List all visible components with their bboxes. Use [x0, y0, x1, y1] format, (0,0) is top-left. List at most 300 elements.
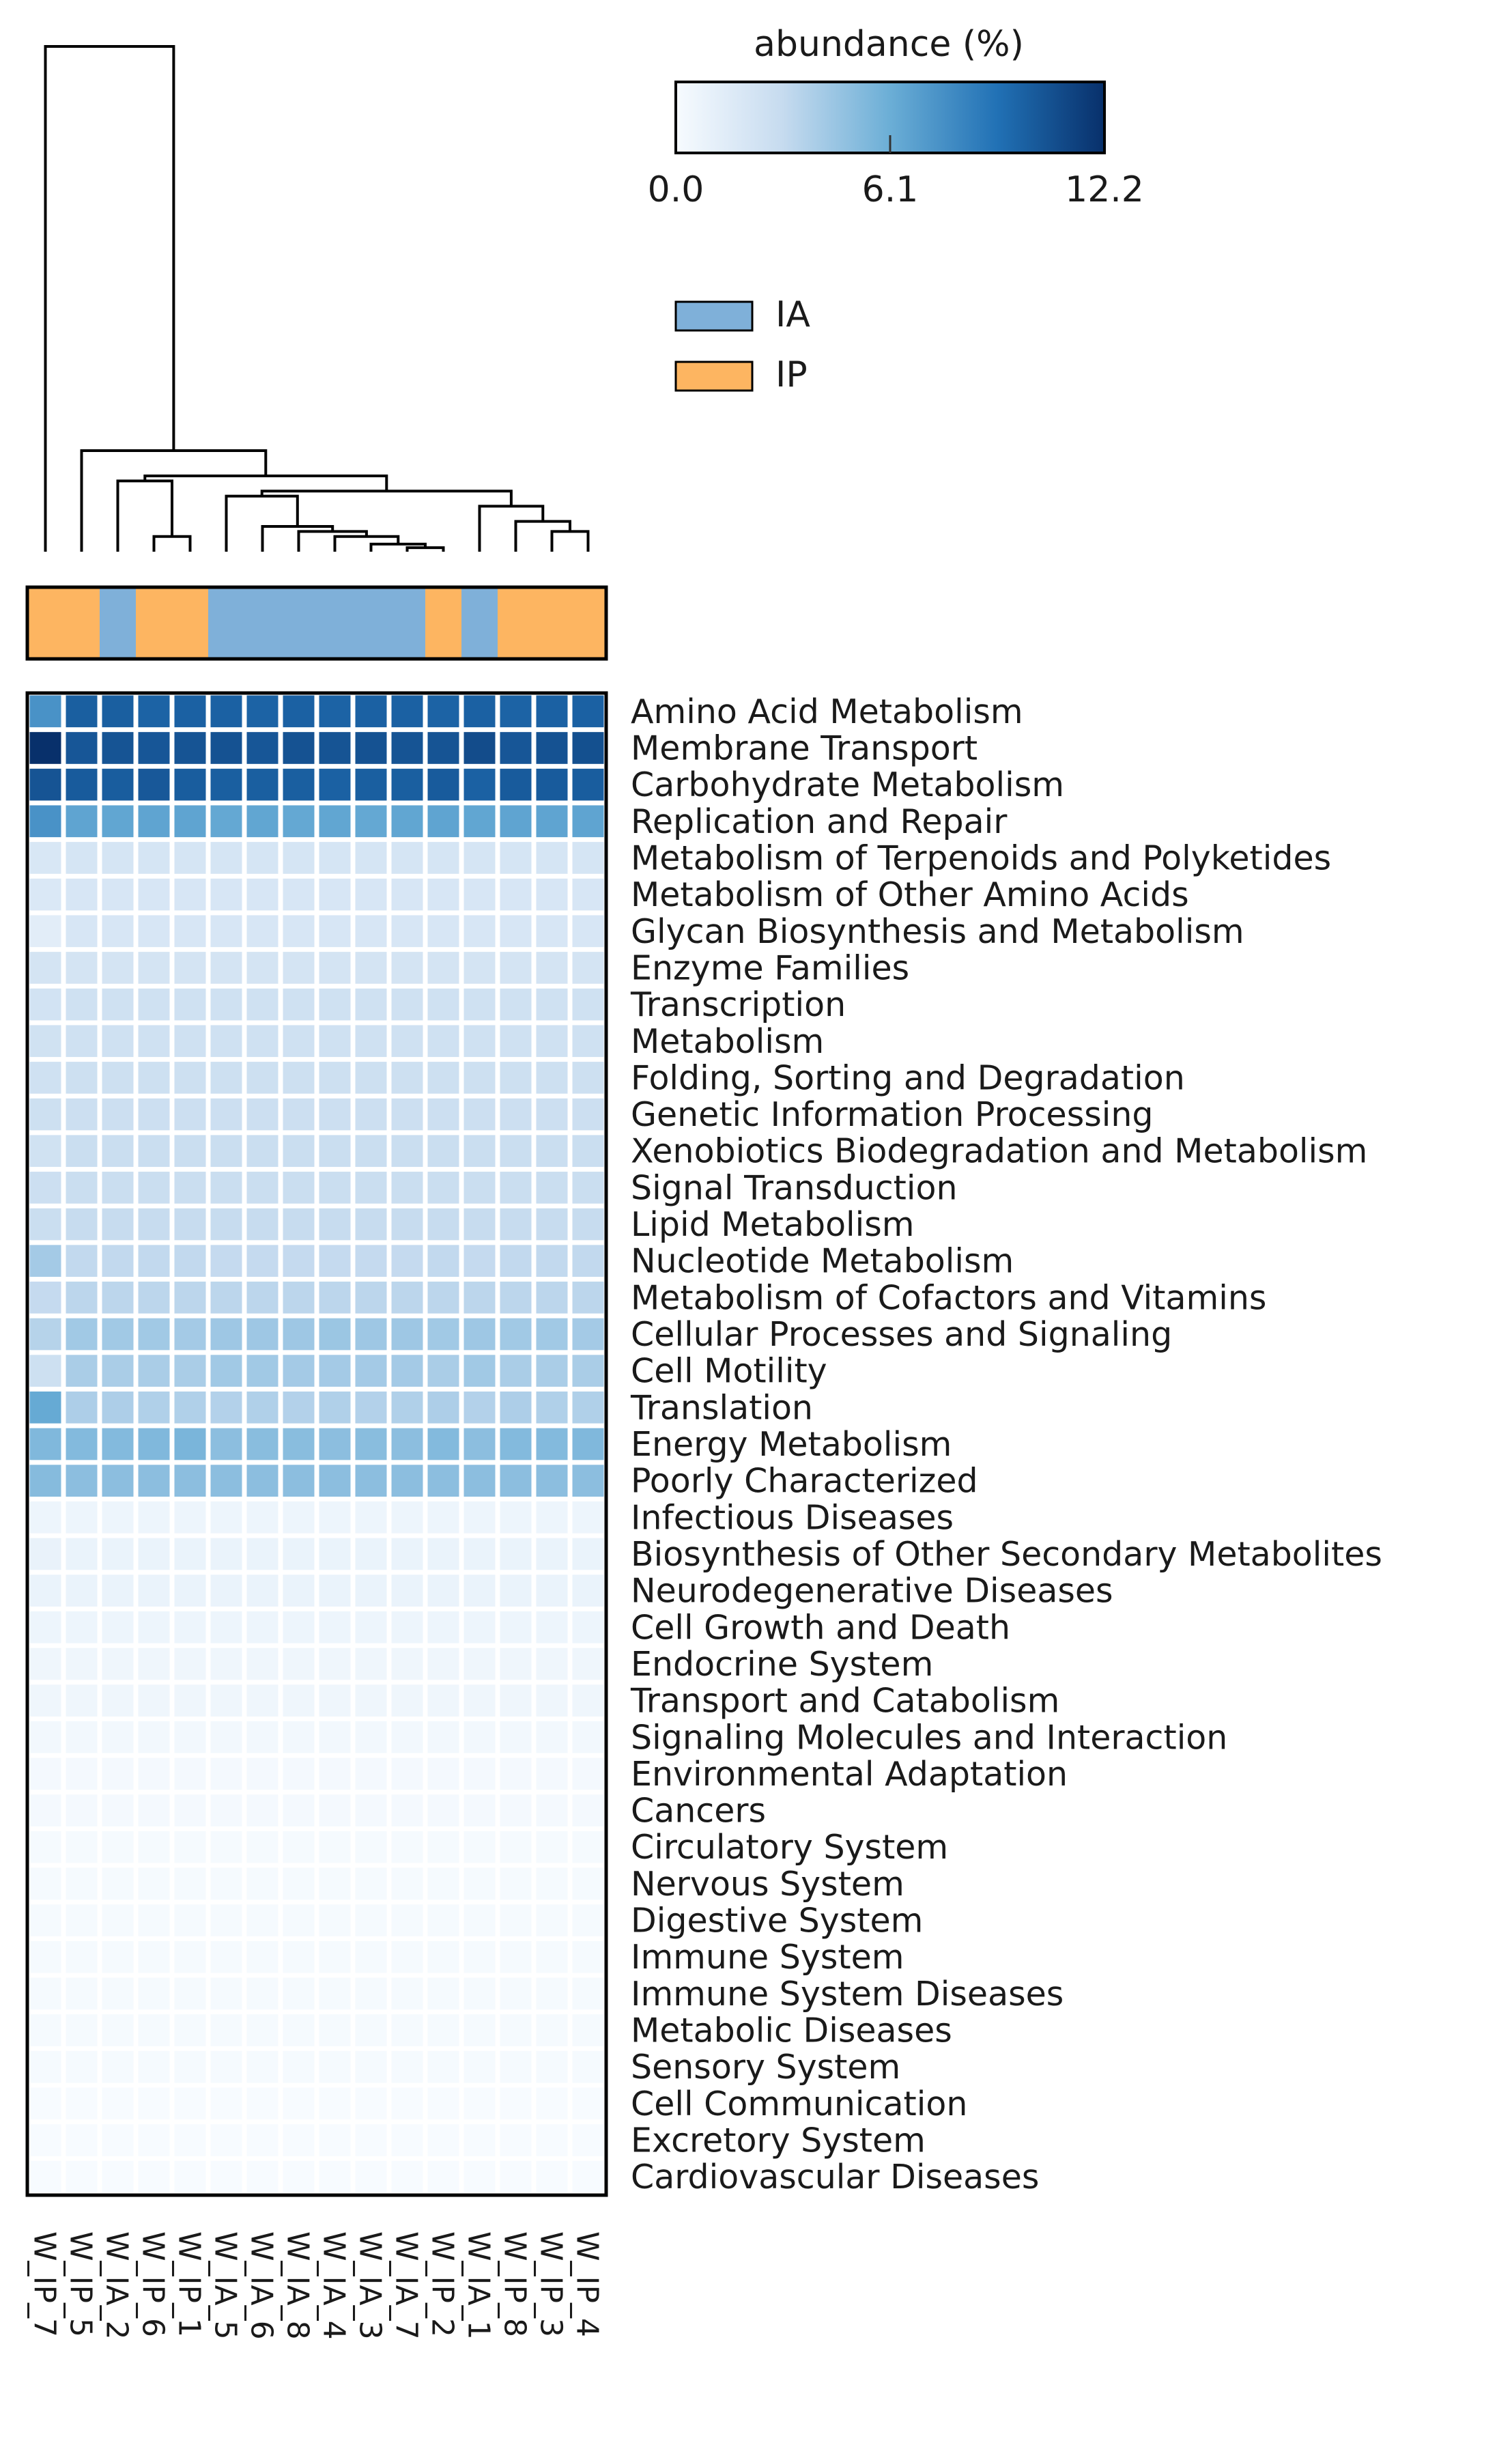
heatmap-cell: [392, 2161, 423, 2193]
heatmap-cell: [392, 1245, 423, 1277]
row-labels: [630, 692, 1382, 2197]
heatmap-cell: [573, 1684, 604, 1717]
heatmap-cell: [139, 696, 170, 728]
heatmap-cell: [175, 1392, 206, 1424]
heatmap-cell: [428, 915, 459, 947]
heatmap-cell: [392, 2051, 423, 2083]
heatmap-cell: [500, 1245, 532, 1277]
heatmap-cell: [247, 2124, 279, 2156]
heatmap-cell: [537, 1062, 568, 1094]
heatmap-cell: [211, 1099, 242, 1131]
heatmap-cell: [211, 1282, 242, 1314]
group-bar-segment: [317, 587, 354, 659]
legend-label-ia: IA: [775, 294, 810, 335]
heatmap-cell: [500, 1868, 532, 1900]
heatmap-cell: [102, 1099, 134, 1131]
heatmap-cell: [537, 1574, 568, 1607]
heatmap-cell: [356, 1025, 387, 1057]
dendrogram-link: [552, 531, 588, 552]
heatmap-cell: [139, 989, 170, 1021]
heatmap-cell: [102, 1648, 134, 1680]
heatmap-cell: [464, 1135, 496, 1167]
heatmap-cell: [139, 1721, 170, 1753]
heatmap-cell: [211, 1758, 242, 1790]
heatmap-cell: [66, 1355, 98, 1387]
heatmap-cell: [139, 915, 170, 947]
heatmap-cell: [66, 2161, 98, 2193]
heatmap-cell: [464, 1538, 496, 1570]
heatmap-cell: [211, 1062, 242, 1094]
heatmap-cell: [102, 1282, 134, 1314]
heatmap-cell: [464, 769, 496, 801]
heatmap-cell: [175, 1978, 206, 2010]
heatmap-cell: [464, 1611, 496, 1643]
heatmap-cell: [139, 1392, 170, 1424]
heatmap-cell: [356, 1172, 387, 1204]
heatmap-cell: [500, 879, 532, 911]
heatmap-cell: [283, 1135, 315, 1167]
row-label: Poorly Characterized: [631, 1461, 978, 1501]
heatmap-cell: [319, 989, 351, 1021]
heatmap-cell: [537, 1648, 568, 1680]
heatmap-cell: [211, 952, 242, 984]
heatmap-cell: [139, 2014, 170, 2046]
heatmap-cell: [573, 2088, 604, 2120]
heatmap-cell: [211, 1355, 242, 1387]
heatmap-cell: [573, 1318, 604, 1351]
row-label: Glycan Biosynthesis and Metabolism: [631, 912, 1244, 951]
heatmap-cell: [247, 879, 279, 911]
heatmap-cell: [247, 1392, 279, 1424]
column-label: W_IP_6: [135, 2231, 171, 2338]
heatmap-cell: [211, 879, 242, 911]
heatmap-cell: [283, 1392, 315, 1424]
heatmap-cell: [30, 1501, 61, 1534]
row-label: Nucleotide Metabolism: [631, 1241, 1014, 1281]
heatmap-cell: [537, 696, 568, 728]
heatmap-cell: [139, 1135, 170, 1167]
heatmap-cell: [139, 1062, 170, 1094]
group-bar-segment: [498, 587, 534, 659]
heatmap-cell: [537, 1099, 568, 1131]
heatmap-cell: [319, 1978, 351, 2010]
heatmap-cell: [30, 879, 61, 911]
column-label: W_IA_8: [280, 2231, 315, 2340]
heatmap-cell: [428, 1318, 459, 1351]
heatmap-cell: [247, 1538, 279, 1570]
heatmap-cell: [356, 1758, 387, 1790]
heatmap-cell: [66, 1794, 98, 1826]
heatmap-cell: [211, 2014, 242, 2046]
heatmap-cell: [247, 1868, 279, 1900]
heatmap-cell: [356, 805, 387, 837]
heatmap-cell: [573, 2124, 604, 2156]
heatmap-cell: [500, 2051, 532, 2083]
heatmap-cell: [283, 989, 315, 1021]
heatmap-cell: [537, 1794, 568, 1826]
heatmap-cell: [102, 1355, 134, 1387]
heatmap-cell: [500, 1611, 532, 1643]
heatmap-cell: [102, 1538, 134, 1570]
heatmap-cell: [102, 1501, 134, 1534]
heatmap-cell: [319, 1465, 351, 1497]
heatmap-cell: [356, 1501, 387, 1534]
heatmap-cell: [464, 2014, 496, 2046]
heatmap-cell: [356, 769, 387, 801]
group-bar-segment: [208, 587, 245, 659]
heatmap-cell: [537, 1355, 568, 1387]
heatmap-cell: [139, 732, 170, 764]
heatmap-cell: [319, 1209, 351, 1241]
legend-swatch-ia: [676, 302, 752, 330]
heatmap-cell: [464, 732, 496, 764]
heatmap-cell: [247, 1941, 279, 1973]
heatmap-cell: [139, 1941, 170, 1973]
heatmap-cell: [500, 1099, 532, 1131]
heatmap-cell: [428, 1025, 459, 1057]
heatmap-cell: [283, 1941, 315, 1973]
heatmap-cell: [247, 1904, 279, 1936]
heatmap-cell: [66, 1868, 98, 1900]
heatmap-cell: [392, 1355, 423, 1387]
heatmap-cell: [319, 1392, 351, 1424]
heatmap-cell: [283, 732, 315, 764]
heatmap-cell: [102, 1172, 134, 1204]
column-label: W_IP_4: [569, 2231, 605, 2338]
heatmap-cell: [356, 2014, 387, 2046]
heatmap-cell: [66, 1574, 98, 1607]
heatmap-cell: [356, 2124, 387, 2156]
heatmap-cell: [392, 1978, 423, 2010]
heatmap-cell: [102, 1392, 134, 1424]
group-bar-segment: [570, 587, 607, 659]
heatmap-cell: [464, 2124, 496, 2156]
heatmap-cell: [66, 1538, 98, 1570]
heatmap-cell: [500, 1941, 532, 1973]
heatmap-cell: [102, 1245, 134, 1277]
heatmap-cell: [139, 805, 170, 837]
heatmap-cell: [139, 1465, 170, 1497]
heatmap-cell: [283, 1721, 315, 1753]
heatmap-cell: [175, 1868, 206, 1900]
heatmap-cell: [392, 1648, 423, 1680]
heatmap-cell: [30, 1831, 61, 1863]
heatmap-cell: [464, 879, 496, 911]
heatmap-cell: [573, 1135, 604, 1167]
heatmap-cell: [464, 1831, 496, 1863]
heatmap-cell: [428, 2088, 459, 2120]
heatmap-cell: [537, 1904, 568, 1936]
heatmap-cell: [500, 952, 532, 984]
heatmap-cell: [30, 1794, 61, 1826]
heatmap-cell: [464, 1574, 496, 1607]
heatmap-cell: [464, 1099, 496, 1131]
group-legend: [676, 294, 810, 395]
heatmap-cell: [247, 1465, 279, 1497]
heatmap-cell: [537, 1465, 568, 1497]
heatmap-cell: [30, 1574, 61, 1607]
heatmap-cell: [500, 769, 532, 801]
heatmap-cell: [211, 1648, 242, 1680]
heatmap-cell: [30, 1392, 61, 1424]
heatmap-cell: [392, 879, 423, 911]
heatmap-cell: [428, 1355, 459, 1387]
heatmap-cell: [356, 1099, 387, 1131]
heatmap-cell: [211, 1868, 242, 1900]
heatmap-cell: [30, 1428, 61, 1460]
heatmap-cell: [139, 1758, 170, 1790]
row-label: Carbohydrate Metabolism: [631, 765, 1064, 805]
row-label: Endocrine System: [631, 1645, 934, 1684]
group-bar-segment: [244, 587, 281, 659]
heatmap-cell: [573, 2051, 604, 2083]
heatmap-cell: [392, 1831, 423, 1863]
row-label: Cardiovascular Diseases: [631, 2158, 1040, 2197]
heatmap-cell: [247, 696, 279, 728]
column-label: W_IA_7: [388, 2231, 424, 2340]
heatmap-cell: [211, 1025, 242, 1057]
heatmap-cell: [211, 1465, 242, 1497]
heatmap-cell: [573, 1501, 604, 1534]
heatmap-cell: [175, 989, 206, 1021]
group-bar-segment: [27, 587, 64, 659]
row-label: Amino Acid Metabolism: [631, 692, 1023, 731]
heatmap-cell: [139, 2088, 170, 2120]
heatmap-cell: [102, 1684, 134, 1717]
heatmap-cell: [573, 2161, 604, 2193]
heatmap-cell: [175, 2088, 206, 2120]
heatmap-cell: [500, 1209, 532, 1241]
heatmap-cell: [573, 769, 604, 801]
heatmap-cell: [500, 2088, 532, 2120]
heatmap-cell: [356, 1392, 387, 1424]
heatmap-cell: [500, 2124, 532, 2156]
heatmap-cell: [211, 1501, 242, 1534]
column-label: W_IP_5: [63, 2231, 98, 2338]
heatmap-cell: [428, 1721, 459, 1753]
heatmap-cell: [247, 1062, 279, 1094]
heatmap-cell: [139, 879, 170, 911]
heatmap-cell: [319, 1245, 351, 1277]
heatmap-cell: [319, 2124, 351, 2156]
heatmap-cell: [500, 1684, 532, 1717]
heatmap-cell: [247, 1831, 279, 1863]
heatmap-cell: [537, 1172, 568, 1204]
heatmap-cell: [66, 2014, 98, 2046]
column-label: W_IP_7: [27, 2231, 62, 2338]
heatmap-cell: [573, 1062, 604, 1094]
row-label: Cancers: [631, 1791, 767, 1831]
heatmap-cell: [392, 696, 423, 728]
heatmap-cell: [464, 1978, 496, 2010]
heatmap-cell: [30, 1172, 61, 1204]
heatmap-cell: [30, 1538, 61, 1570]
row-label: Neurodegenerative Diseases: [631, 1571, 1113, 1611]
heatmap-cells: [27, 693, 606, 2195]
heatmap-cell: [537, 915, 568, 947]
heatmap-cell: [356, 1941, 387, 1973]
heatmap-cell: [175, 1538, 206, 1570]
heatmap-cell: [283, 1025, 315, 1057]
heatmap-cell: [573, 732, 604, 764]
heatmap-cell: [537, 1428, 568, 1460]
heatmap-cell: [428, 1135, 459, 1167]
heatmap-cell: [319, 1758, 351, 1790]
row-label: Genetic Information Processing: [631, 1095, 1154, 1135]
heatmap-cell: [464, 1172, 496, 1204]
colorbar: [648, 24, 1144, 210]
heatmap-cell: [247, 1611, 279, 1643]
heatmap-cell: [66, 1062, 98, 1094]
heatmap-cell: [573, 2014, 604, 2046]
row-label: Environmental Adaptation: [631, 1754, 1068, 1794]
heatmap-cell: [392, 805, 423, 837]
heatmap-cell: [392, 1062, 423, 1094]
heatmap-cell: [500, 2161, 532, 2193]
heatmap-cell: [573, 1978, 604, 2010]
row-label: Xenobiotics Biodegradation and Metabolism: [631, 1131, 1368, 1171]
row-label: Biosynthesis of Other Secondary Metabolites: [631, 1535, 1382, 1574]
dendrogram-link: [145, 476, 386, 491]
heatmap-cell: [356, 1574, 387, 1607]
heatmap-cell: [500, 989, 532, 1021]
heatmap-cell: [175, 1355, 206, 1387]
heatmap-cell: [428, 1062, 459, 1094]
heatmap-cell: [139, 1538, 170, 1570]
heatmap-cell: [356, 1062, 387, 1094]
heatmap-cell: [428, 1099, 459, 1131]
heatmap-cell: [139, 1245, 170, 1277]
heatmap-cell: [319, 915, 351, 947]
heatmap-cell: [139, 769, 170, 801]
heatmap-cell: [392, 1465, 423, 1497]
group-bar-segment: [281, 587, 317, 659]
heatmap-cell: [500, 1392, 532, 1424]
heatmap-cell: [464, 2051, 496, 2083]
heatmap-cell: [283, 1318, 315, 1351]
heatmap-cell: [211, 1428, 242, 1460]
heatmap-cell: [30, 1025, 61, 1057]
heatmap-cell: [175, 915, 206, 947]
heatmap-cell: [175, 1209, 206, 1241]
heatmap-cell: [66, 989, 98, 1021]
heatmap-cell: [30, 1758, 61, 1790]
heatmap-cell: [211, 1978, 242, 2010]
heatmap-cell: [464, 2088, 496, 2120]
heatmap-cell: [392, 769, 423, 801]
heatmap-cell: [392, 1282, 423, 1314]
heatmap-cell: [392, 2088, 423, 2120]
heatmap-cell: [247, 1758, 279, 1790]
row-label: Immune System: [631, 1938, 904, 1977]
heatmap-cell: [428, 2124, 459, 2156]
heatmap-cell: [247, 732, 279, 764]
heatmap-cell: [537, 1868, 568, 1900]
heatmap-cell: [428, 769, 459, 801]
heatmap-cell: [319, 879, 351, 911]
heatmap-cell: [102, 2051, 134, 2083]
heatmap-cell: [102, 1721, 134, 1753]
heatmap-cell: [356, 1245, 387, 1277]
heatmap-cell: [175, 2051, 206, 2083]
column-label: W_IP_2: [425, 2231, 460, 2338]
heatmap-cell: [537, 952, 568, 984]
heatmap-cell: [175, 1025, 206, 1057]
heatmap-cell: [464, 1794, 496, 1826]
heatmap-cell: [392, 1758, 423, 1790]
heatmap-cell: [175, 1574, 206, 1607]
heatmap-cell: [573, 952, 604, 984]
heatmap-cell: [356, 1831, 387, 1863]
heatmap-cell: [573, 1831, 604, 1863]
group-bar-segment: [425, 587, 462, 659]
heatmap-cell: [500, 696, 532, 728]
heatmap-cell: [464, 1465, 496, 1497]
heatmap-cell: [573, 1721, 604, 1753]
heatmap-cell: [356, 1318, 387, 1351]
heatmap-cell: [428, 1428, 459, 1460]
heatmap-cell: [66, 879, 98, 911]
heatmap-cell: [175, 1684, 206, 1717]
row-label: Cell Growth and Death: [631, 1608, 1011, 1648]
heatmap-cell: [30, 1099, 61, 1131]
heatmap-cell: [319, 1648, 351, 1680]
heatmap-cell: [283, 842, 315, 874]
heatmap-cell: [573, 1025, 604, 1057]
heatmap-cell: [356, 1904, 387, 1936]
heatmap-cell: [30, 1868, 61, 1900]
heatmap-cell: [500, 1501, 532, 1534]
heatmap-cell: [30, 1318, 61, 1351]
colorbar-mid-label: 6.1: [861, 169, 919, 210]
heatmap-cell: [537, 879, 568, 911]
heatmap-cell: [211, 1611, 242, 1643]
heatmap-cell: [102, 696, 134, 728]
column-label: W_IA_4: [316, 2231, 352, 2340]
heatmap-cell: [537, 1831, 568, 1863]
heatmap-cell: [356, 1282, 387, 1314]
heatmap-cell: [139, 2124, 170, 2156]
row-label: Membrane Transport: [631, 729, 978, 768]
heatmap-cell: [175, 1721, 206, 1753]
heatmap-cell: [392, 1684, 423, 1717]
heatmap-cell: [428, 1209, 459, 1241]
heatmap-cell: [139, 1904, 170, 1936]
row-label: Nervous System: [631, 1864, 904, 1904]
heatmap-cell: [500, 1465, 532, 1497]
heatmap-cell: [283, 1794, 315, 1826]
heatmap-cell: [139, 1648, 170, 1680]
heatmap-cell: [139, 2051, 170, 2083]
heatmap-cell: [247, 1794, 279, 1826]
heatmap-cell: [175, 1172, 206, 1204]
heatmap-cell: [66, 1282, 98, 1314]
heatmap-cell: [102, 1025, 134, 1057]
heatmap-cell: [283, 2124, 315, 2156]
heatmap-cell: [139, 1209, 170, 1241]
group-bar-segment: [100, 587, 137, 659]
heatmap-cell: [319, 1941, 351, 1973]
heatmap-cell: [500, 1282, 532, 1314]
heatmap-cell: [211, 1574, 242, 1607]
heatmap-cell: [66, 1684, 98, 1717]
heatmap-cell: [464, 1941, 496, 1973]
heatmap-cell: [247, 1025, 279, 1057]
colorbar-max-label: 12.2: [1065, 169, 1144, 210]
heatmap-cell: [428, 1941, 459, 1973]
heatmap-cell: [319, 1501, 351, 1534]
heatmap-cell: [66, 1172, 98, 1204]
